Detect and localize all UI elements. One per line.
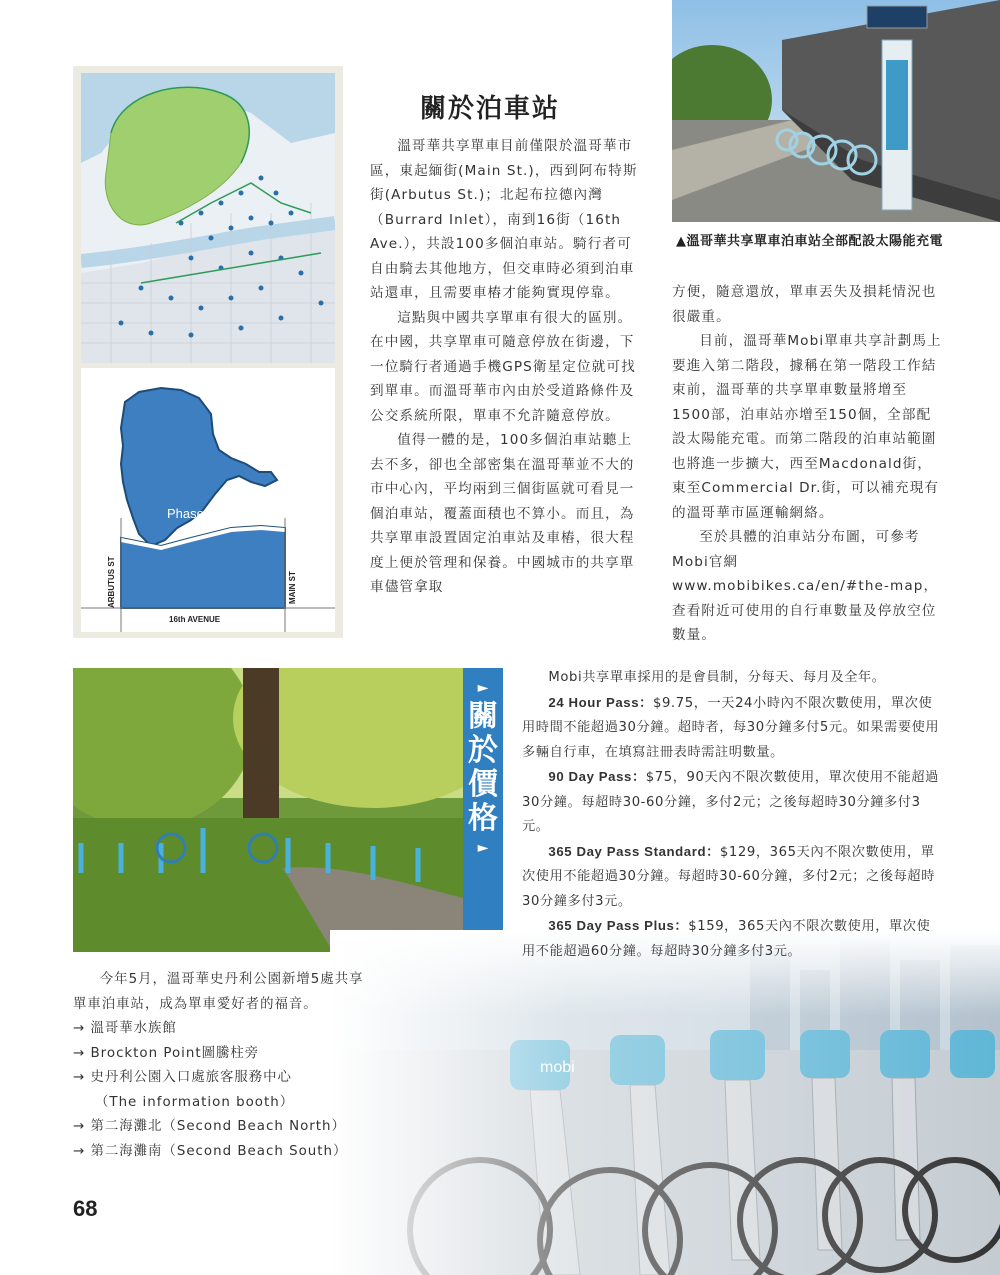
phase-label: Phase I <box>166 506 212 521</box>
heading-char: 於 <box>468 733 498 768</box>
pass-detail: $129，365天內不限次數使用，單次使用不能超過30分鐘。每超時30-60分鐘，多付2元；之後每超時30分鐘多付3元。 <box>522 844 935 909</box>
pass-detail: $159，365天內不限次數使用，單次使用不能超過60分鐘。每超時30分鐘多付3元。 <box>522 919 931 959</box>
heading-char: 格 <box>468 801 498 836</box>
text-column-right <box>672 280 942 648</box>
pass-name: 365 Day Pass Standard： <box>548 843 720 859</box>
price-text <box>522 666 942 964</box>
solar-station-photo <box>672 0 1000 222</box>
list-item: → 溫哥華水族館 <box>73 1021 177 1036</box>
phase-one-map <box>81 368 335 632</box>
photo-caption: ▲溫哥華共享單車泊車站全部配設太陽能充電 <box>676 234 943 249</box>
list-item: → 史丹利公園入口處旅客服務中心 <box>73 1070 292 1085</box>
paragraph: 至於具體的泊車站分布圖，可參考Mobi官網www.mobibikes.ca/en/#the-map，查看附近可使用的自行車數量及停放空位數量。 <box>672 529 939 643</box>
paragraph: 溫哥華共享單車目前僅限於溫哥華市區，東起緬街(Main St.)，西到阿布特斯街(Arbutus St.)；北起布拉德內灣（Burrard Inlet），南到16街（16th Ave.），共設100多個泊車站。騎行者可自由騎去其他地方，但交車時必須到泊車站還車，且需要車樁才能夠實現停靠。 <box>370 138 638 301</box>
pass-name: 365 Day Pass Plus： <box>548 918 689 933</box>
street-label-left: ARBUTUS ST <box>107 556 116 608</box>
price-section-heading <box>463 700 503 836</box>
pass-item <box>522 840 942 915</box>
tag-arrow-top-icon: ► <box>477 680 489 696</box>
tag-arrow-bottom-icon: ► <box>477 840 489 856</box>
pass-item <box>522 765 942 840</box>
mobi-bikes-photo <box>330 930 1000 1275</box>
paragraph: 值得一體的是，100多個泊車站聽上去不多，卻也全部密集在溫哥華並不大的市中心內，平均兩到三個街區就可看見一個泊車站，覆蓋面積也不算小。而且，為共享單車設置固定泊車站及車樁，很大程度上便於管理和保養。中國城市的共享單車儘管拿取 <box>370 432 635 595</box>
list-item: → 第二海灘北（Second Beach North） <box>73 1119 346 1134</box>
heading-char: 關 <box>468 699 498 734</box>
stanley-park-station-photo <box>73 668 463 952</box>
street-label-bottom: 16th AVENUE <box>169 615 221 624</box>
pass-detail: $75，90天內不限次數使用，單次使用不能超過30分鐘。每超時30-60分鐘，多付2元；之後每超時30分鐘多付3元。 <box>522 770 939 834</box>
list-item: → 第二海灘南（Second Beach South） <box>73 1143 348 1159</box>
paragraph: 這點與中國共享單車有很大的區別。在中國，共享單車可隨意停放在街邊，下一位騎行者通過手機GPS衛星定位就可找到單車。而溫哥華市內由於受道路條件及公交系統所限，單車不允許隨意停放。 <box>370 309 636 424</box>
pass-item <box>522 914 942 964</box>
page-number: 68 <box>73 1196 98 1221</box>
heading-char: 價 <box>468 767 498 802</box>
list-item: （The information booth） <box>95 1094 295 1110</box>
pass-name: 24 Hour Pass： <box>548 694 653 710</box>
stanley-intro: 今年5月，溫哥華史丹利公園新增5處共享單車泊車站，成為單車愛好者的福音。 <box>73 972 364 1012</box>
price-intro: Mobi共享單車採用的是會員制，分每天、每月及全年。 <box>548 670 886 685</box>
pass-detail: $9.75，一天24小時內不限次數使用，單次使用時間不能超過30分鐘。超時者，每30分鐘多付5元。如果需要使用多輛自行車，在填寫註冊表時需註明數量。 <box>522 695 940 760</box>
list-item: → Brockton Point圖騰柱旁 <box>73 1045 260 1061</box>
pass-item <box>522 691 942 766</box>
text-column-left <box>370 134 642 600</box>
stanley-park-stations <box>73 968 373 1164</box>
section-title: 關於泊車站 <box>420 94 561 124</box>
station-network-map <box>81 73 335 363</box>
paragraph: 方便，隨意還放，單車丟失及損耗情況也很嚴重。 <box>672 284 937 325</box>
pass-name: 90 Day Pass： <box>548 769 646 784</box>
paragraph: 目前，溫哥華Mobi單車共享計劃馬上要進入第二階段，據稱在第一階段工作結束前，溫哥華的共享單車數量將增至1500部，泊車站亦增至150個，全部配設太陽能充電。而第二階段的泊車站範圍也將進一步擴大，西至Macdonald街，東至Commercial Dr.街，可以補充現有的溫哥華市區運輸網絡。 <box>672 333 942 521</box>
street-label-right: MAIN ST <box>288 571 297 604</box>
